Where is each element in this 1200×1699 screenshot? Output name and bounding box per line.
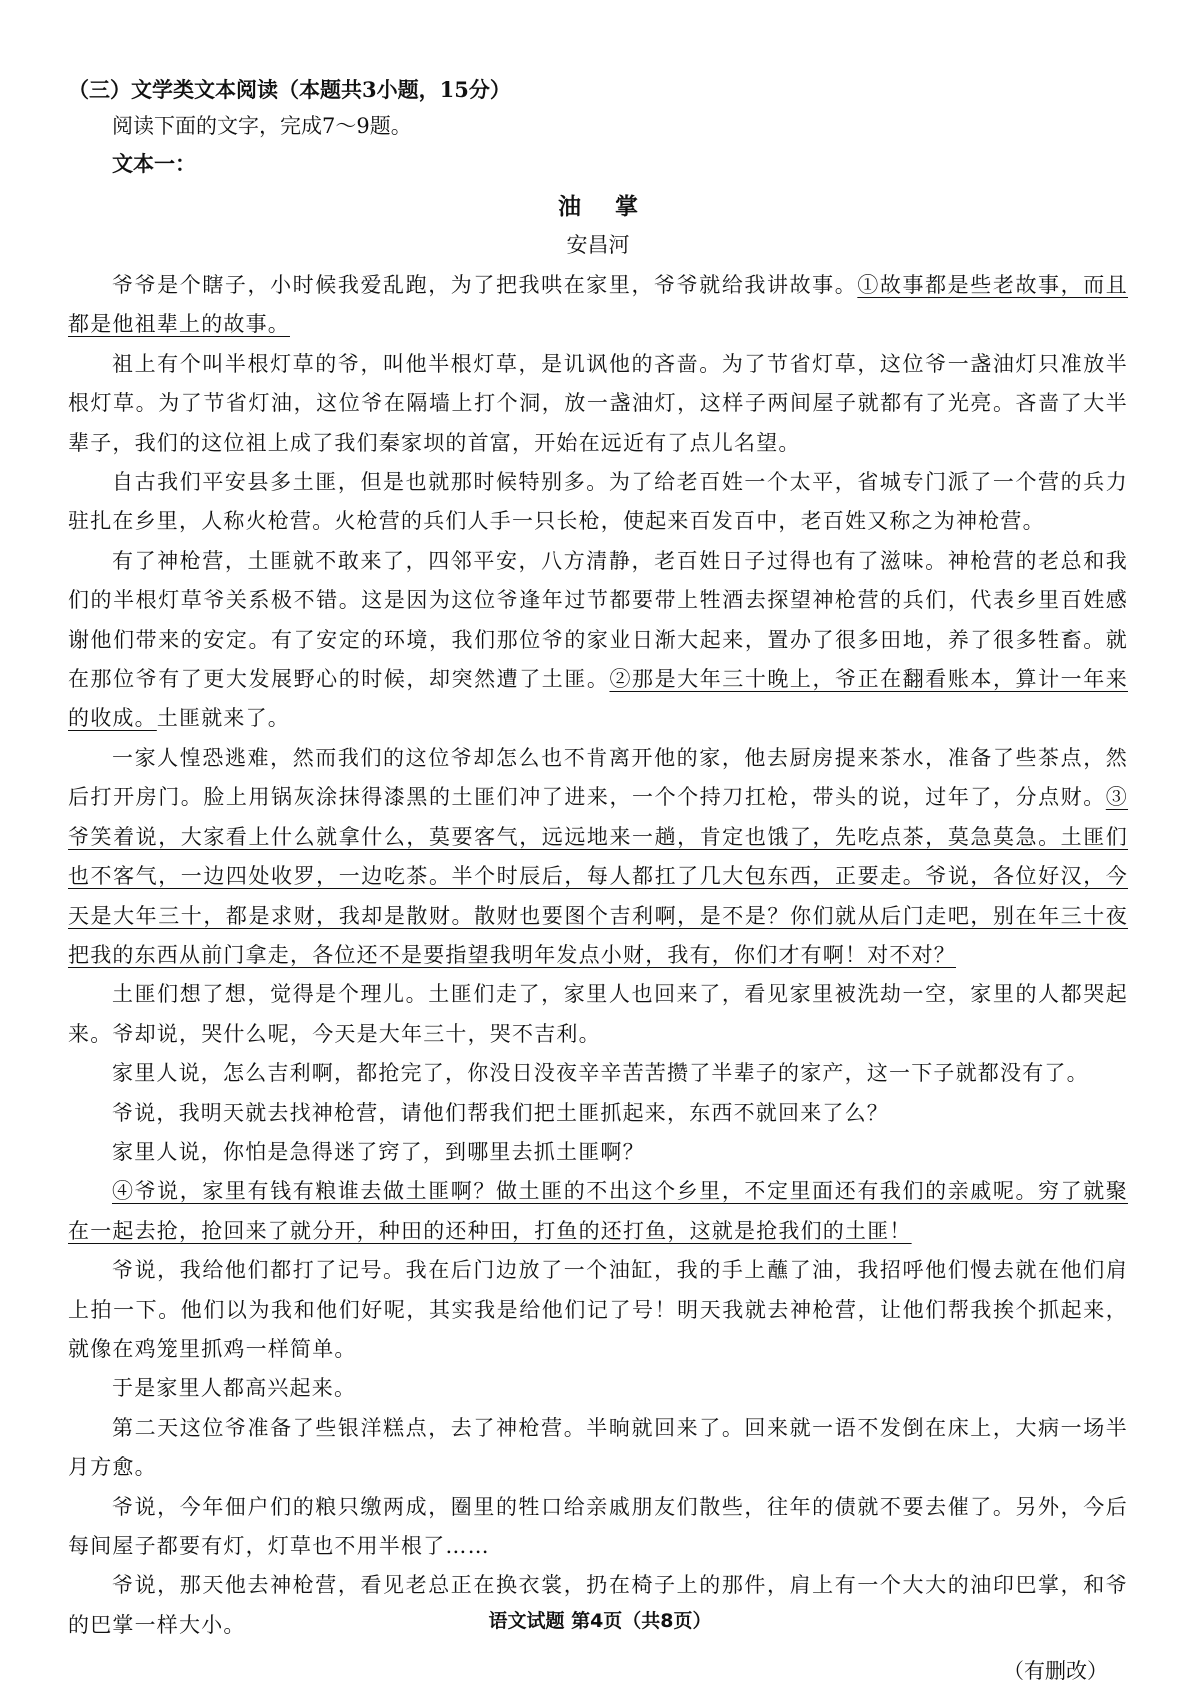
story-paragraph [68, 1369, 1128, 1408]
story-paragraph [68, 1251, 1128, 1369]
paragraph-text: 一家人惶恐逃难，然而我们的这位爷却怎么也不肯离开他的家，他去厨房提来茶水，准备了些茶点，然后打开房门。脸上用锅灰涂抹得漆黑的土匪们冲了进来，一个个持刀扛枪，带头的说，过年了，分点财。 [68, 745, 1128, 810]
story-paragraph [68, 975, 1128, 1054]
source-note: （有删改） [1003, 1659, 1108, 1684]
story-title: 油掌 [558, 193, 672, 220]
story-paragraph [68, 1054, 1128, 1093]
instruction: 阅读下面的文字，完成7～9题。 [112, 114, 412, 138]
story-paragraph [68, 1094, 1128, 1133]
paragraph-text: 爷说，今年佃户们的粮只缴两成，圈里的牲口给亲戚朋友们散些，往年的债就不要去催了。另外，今后每间屋子都要有灯，灯草也不用半根了…… [68, 1494, 1128, 1558]
paragraph-text: 有了神枪营，土匪就不敢来了，四邻平安，八方清静，老百姓日子过得也有了滋味。神枪营的老总和我们的半根灯草爷关系极不错。这是因为这位爷逢年过节都要带上牲酒去探望神枪营的兵们，代表乡里百姓感谢他们带来的安定。有了安定的环境，我们那位爷的家业日渐大起来，置办了很多田地，养了很多牲畜。就在那位爷有了更大发展野心的时候，却突然遭了土匪。 [68, 548, 1128, 692]
story-paragraph [68, 1409, 1128, 1488]
text-label: 文本一： [112, 151, 196, 176]
paragraph-text: 家里人说，你怕是急得迷了窍了，到哪里去抓土匪啊？ [112, 1139, 645, 1164]
story-author: 安昌河 [566, 233, 630, 257]
story-paragraph [68, 1488, 1128, 1567]
story-body [68, 266, 1128, 1645]
paragraph-text: 祖上有个叫半根灯草的爷，叫他半根灯草，是讥讽他的吝啬。为了节省灯草，这位爷一盏油灯只准放半根灯草。为了节省灯油，这位爷在隔墙上打个洞，放一盏油灯，这样子两间屋子就都有了光亮。吝啬了大半辈子，我们的这位祖上成了我们秦家坝的首富，开始在远近有了点儿名望。 [68, 351, 1128, 455]
story-paragraph [68, 739, 1128, 975]
story-paragraph [68, 542, 1128, 739]
paragraph-text: 爷说，我明天就去找神枪营，请他们帮我们把土匪抓起来，东西不就回来了么？ [112, 1100, 889, 1125]
story-paragraph [68, 345, 1128, 463]
page-footer: 语文试题 第4页（共8页） [488, 1610, 712, 1632]
underlined-sentence: ④爷说，家里有钱有粮谁去做土匪啊？做土匪的不出这个乡里，不定里面还有我们的亲戚呢。穷了就聚在一起去抢，抢回来了就分开，种田的还种田，打鱼的还打鱼，这就是抢我们的土匪！ [68, 1179, 1128, 1243]
paragraph-text: 土匪就来了。 [156, 706, 291, 731]
section-title: （三）文学类文本阅读（本题共3小题，15分） [68, 77, 511, 102]
story-paragraph [68, 463, 1128, 542]
paragraph-text: 自古我们平安县多土匪，但是也就那时候特别多。为了给老百姓一个太平，省城专门派了一个营的兵力驻扎在乡里，人称火枪营。火枪营的兵们人手一只长枪，使起来百发百中，老百姓又称之为神枪营。 [68, 470, 1128, 534]
paragraph-text: 土匪们想了想，觉得是个理儿。土匪们走了，家里人也回来了，看见家里被洗劫一空，家里的人都哭起来。爷却说，哭什么呢，今天是大年三十，哭不吉利。 [68, 982, 1128, 1046]
underlined-sentence: ①故事都是些老故事，而且都是他祖辈上的故事。 [68, 273, 1128, 337]
exam-page [68, 72, 1128, 1691]
underlined-sentence: ②那是大年三十晚上，爷正在翻看账本，算计一年来的收成。 [68, 667, 1128, 731]
story-paragraph [68, 1172, 1128, 1251]
story-paragraph [68, 266, 1128, 345]
paragraph-text: 爷说，我给他们都打了记号。我在后门边放了一个油缸，我的手上蘸了油，我招呼他们慢去就在他们肩上拍一下。他们以为我和他们好呢，其实我是给他们记了号！明天我就去神枪营，让他们帮我挨个抓起来，就像在鸡笼里抓鸡一样简单。 [68, 1258, 1128, 1361]
paragraph-text: 于是家里人都高兴起来。 [112, 1376, 357, 1401]
paragraph-text: 爷说，那天他去神枪营，看见老总正在换衣裳，扔在椅子上的那件，肩上有一个大大的油印巴掌，和爷的巴掌一样大小。 [68, 1573, 1128, 1637]
paragraph-text: 家里人说，怎么吉利啊，都抢完了，你没日没夜辛辛苦苦攒了半辈子的家产，这一下子就都没有了。 [112, 1061, 1089, 1086]
story-paragraph [68, 1133, 1128, 1172]
underlined-sentence: ③爷笑着说，大家看上什么就拿什么，莫要客气，远远地来一趟，肯定也饿了，先吃点茶，莫急莫急。土匪们也不客气，一边四处收罗，一边吃茶。半个时辰后，每人都扛了几大包东西，正要走。爷说，各位好汉，今天是大年三十，都是求财，我却是散财。散财也要图个吉利啊，是不是？你们就从后门走吧，别在年三十夜把我的东西从前门拿走，各位还不是要指望我明年发点小财，我有，你们才有啊！对不对？ [68, 785, 1128, 967]
paragraph-text: 第二天这位爷准备了些银洋糕点，去了神枪营。半晌就回来了。回来就一语不发倒在床上，大病一场半月方愈。 [68, 1415, 1128, 1480]
paragraph-text: 爷爷是个瞎子，小时候我爱乱跑，为了把我哄在家里，爷爷就给我讲故事。 [112, 273, 858, 297]
